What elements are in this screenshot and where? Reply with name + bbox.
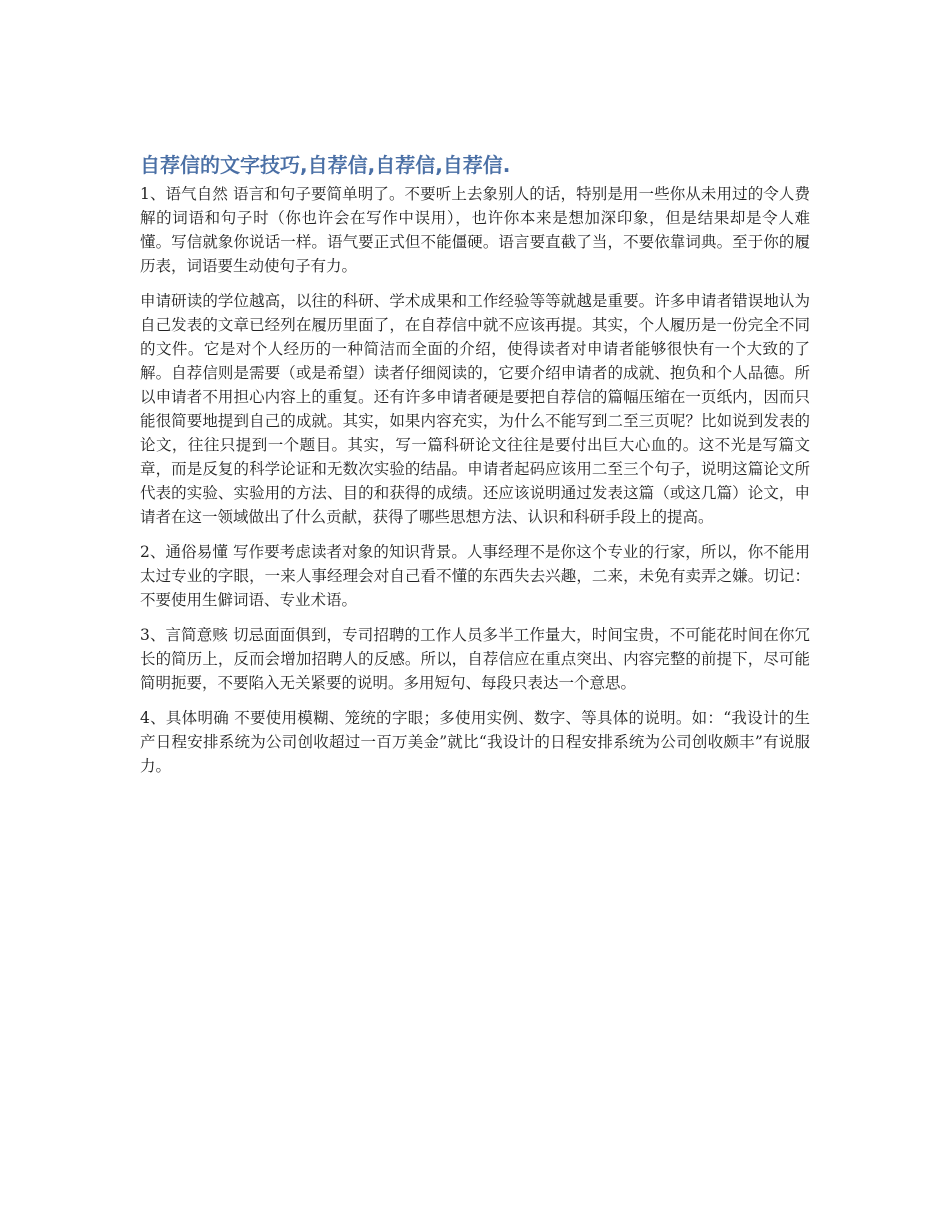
paragraph-2-research-degree: 申请研读的学位越高，以往的科研、学术成果和工作经验等等就越是重要。许多申请者错误地认为自己发表的文章已经列在履历里面了，在自荐信中就不应该再提。其实，个人履历是一份完全不同的文件。它是对个人经历的一种简洁而全面的介绍，使得读者对申请者能够很快有一个大致的了解。自荐信则是需要（或是希望）读者仔细阅读的，它要介绍申请者的成就、抱负和个人品德。所以申请者不用担心内容上的重复。还有许多申请者硬是要把自荐信的篇幅压缩在一页纸内，因而只能很简要地提到自己的成就。其实，如果内容充实，为什么不能写到二至三页呢？比如说到发表的论文，往往只提到一个题目。其实，写一篇科研论文往往是要付出巨大心血的。这不光是写篇文章，而是反复的科学论证和无数次实验的结晶。申请者起码应该用二至三个句子，说明这篇论文所代表的实验、实验用的方法、目的和获得的成绩。还应该说明通过发表这篇（或这几篇）论文，申请者在这一领域做出了什么贡献，获得了哪些思想方法、认识和科研手段上的提高。 (140, 292, 810, 526)
document-page (140, 150, 810, 789)
paragraph-5-specific: 4、具体明确 不要使用模糊、笼统的字眼；多使用实例、数字、等具体的说明。如：“我设计的生产日程安排系统为公司创收超过一百万美金”就比“我设计的日程安排系统为公司创收颇丰”有说服力。 (140, 709, 810, 775)
paragraph-4-concise: 3、言简意赅 切忌面面俱到，专司招聘的工作人员多半工作量大，时间宝贵，不可能花时间在你冗长的简历上，反而会增加招聘人的反感。所以，自荐信应在重点突出、内容完整的前提下，尽可能简明扼要，不要陷入无关紧要的说明。多用短句、每段只表达一个意思。 (140, 626, 810, 692)
paragraph-3-easy-to-understand: 2、通俗易懂 写作要考虑读者对象的知识背景。人事经理不是你这个专业的行家，所以，你不能用太过专业的字眼，一来人事经理会对自己看不懂的东西失去兴趣，二来，未免有卖弄之嫌。切记：不要使用生僻词语、专业术语。 (140, 543, 810, 609)
document-title: 自荐信的文字技巧,自荐信,自荐信,自荐信. (140, 153, 511, 177)
paragraph-1-natural-tone: 1、语气自然 语言和句子要简单明了。不要听上去象别人的话，特别是用一些你从未用过的令人费解的词语和句子时（你也许会在写作中误用），也许你本来是想加深印象，但是结果却是令人难懂。写信就象你说话一样。语气要正式但不能僵硬。语言要直截了当，不要依靠词典。至于你的履历表，词语要生动使句子有力。 (140, 185, 810, 275)
